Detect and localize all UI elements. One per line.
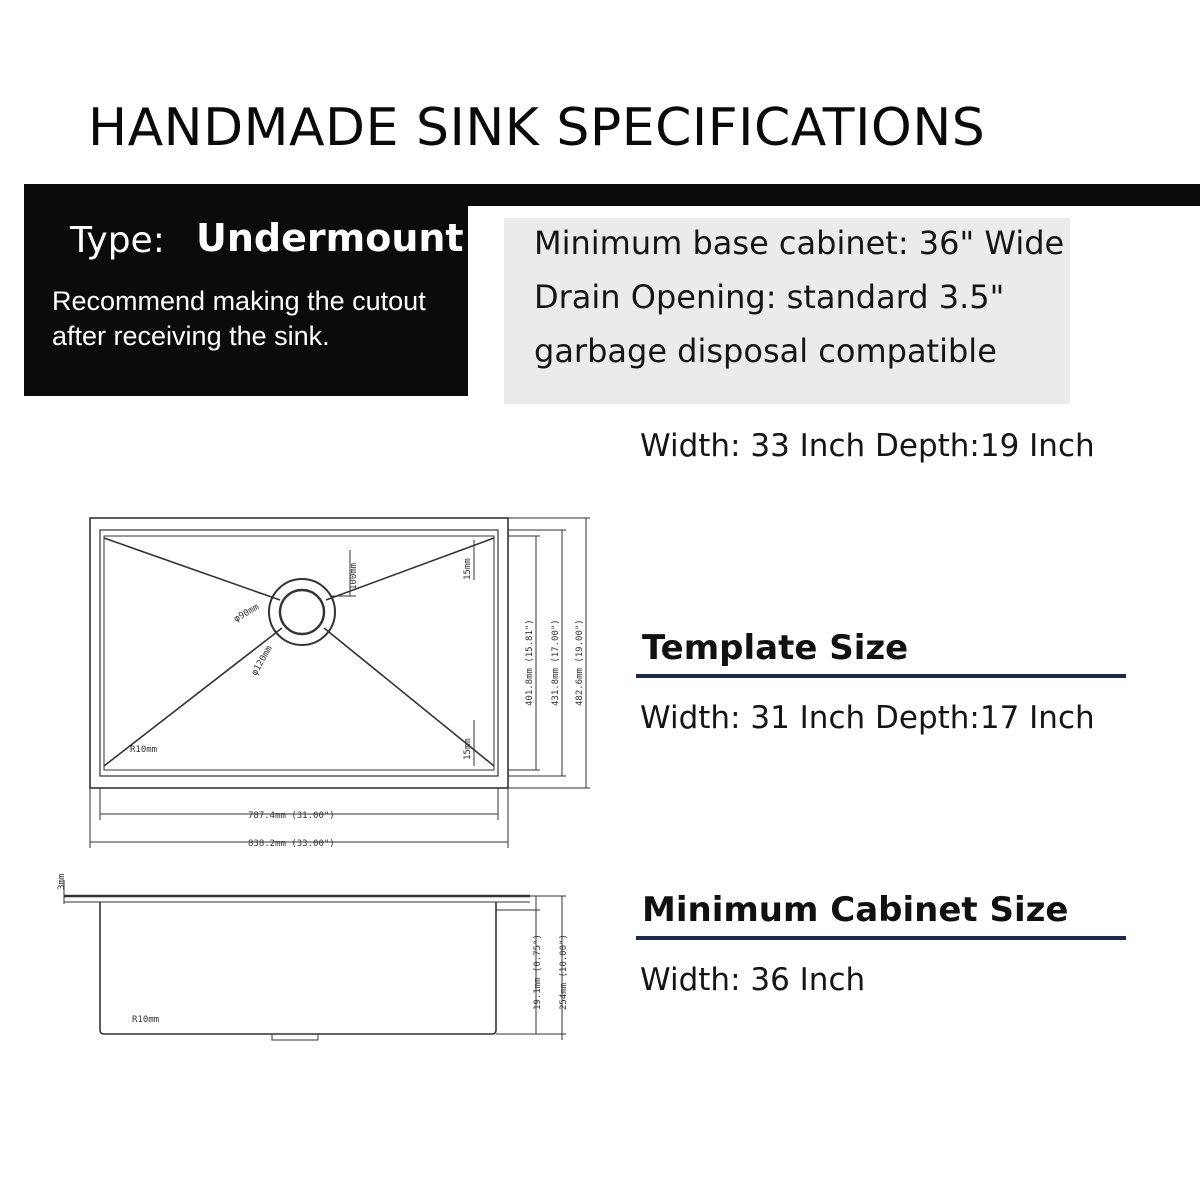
slope-line: [104, 538, 280, 600]
template-rule: [636, 674, 1126, 678]
depth-2-label: 431.8mm (17.00"): [551, 619, 561, 706]
cabinet-heading: Minimum Cabinet Size: [642, 890, 1069, 930]
slope-top-label: 15mm: [463, 558, 473, 580]
type-label: Type:: [70, 220, 165, 261]
depth-3-label: 482.6mm (19.00"): [575, 619, 585, 706]
side-basin-outline: [100, 902, 496, 1034]
spec-line-disposal: garbage disposal compatible: [534, 332, 997, 370]
overall-size: Width: 33 Inch Depth:19 Inch: [640, 428, 1095, 464]
template-size: Width: 31 Inch Depth:17 Inch: [640, 700, 1095, 736]
corner-radius-label: R10mm: [130, 745, 158, 755]
depth-1-label: 401.8mm (15.81"): [525, 619, 535, 706]
flange-label: 3mm: [57, 873, 67, 890]
sink-basin-outline: [104, 536, 494, 770]
side-depth-inner-label: 19.1mm (0.75"): [533, 934, 543, 1010]
side-depth-outer-label: 254mm (10.00"): [559, 934, 569, 1010]
side-drain: [272, 1034, 318, 1040]
spec-line-cabinet: Minimum base cabinet: 36" Wide: [534, 224, 1065, 262]
spec-line-drain: Drain Opening: standard 3.5": [534, 278, 1005, 316]
cabinet-rule: [636, 936, 1126, 940]
width-inner-label: 787.4mm (31.00"): [248, 811, 335, 821]
side-radius-label: R10mm: [132, 1015, 160, 1025]
drain-offset-label: 100mm: [349, 562, 359, 590]
sink-flange-outline: [100, 530, 498, 776]
drain-inner-label: φ120mm: [249, 644, 275, 678]
template-heading: Template Size: [642, 628, 909, 668]
drain-inner-circle: [280, 590, 324, 634]
type-value: Undermount: [196, 216, 464, 260]
cutout-note: Recommend making the cutout after receiving the sink.: [52, 286, 426, 351]
cabinet-size: Width: 36 Inch: [640, 962, 866, 998]
drain-outer-label: φ90mm: [232, 602, 261, 625]
width-outer-label: 838.2mm (33.00"): [248, 839, 335, 849]
page-title: HANDMADE SINK SPECIFICATIONS: [88, 98, 986, 158]
slope-bottom-label: 15mm: [463, 738, 473, 760]
